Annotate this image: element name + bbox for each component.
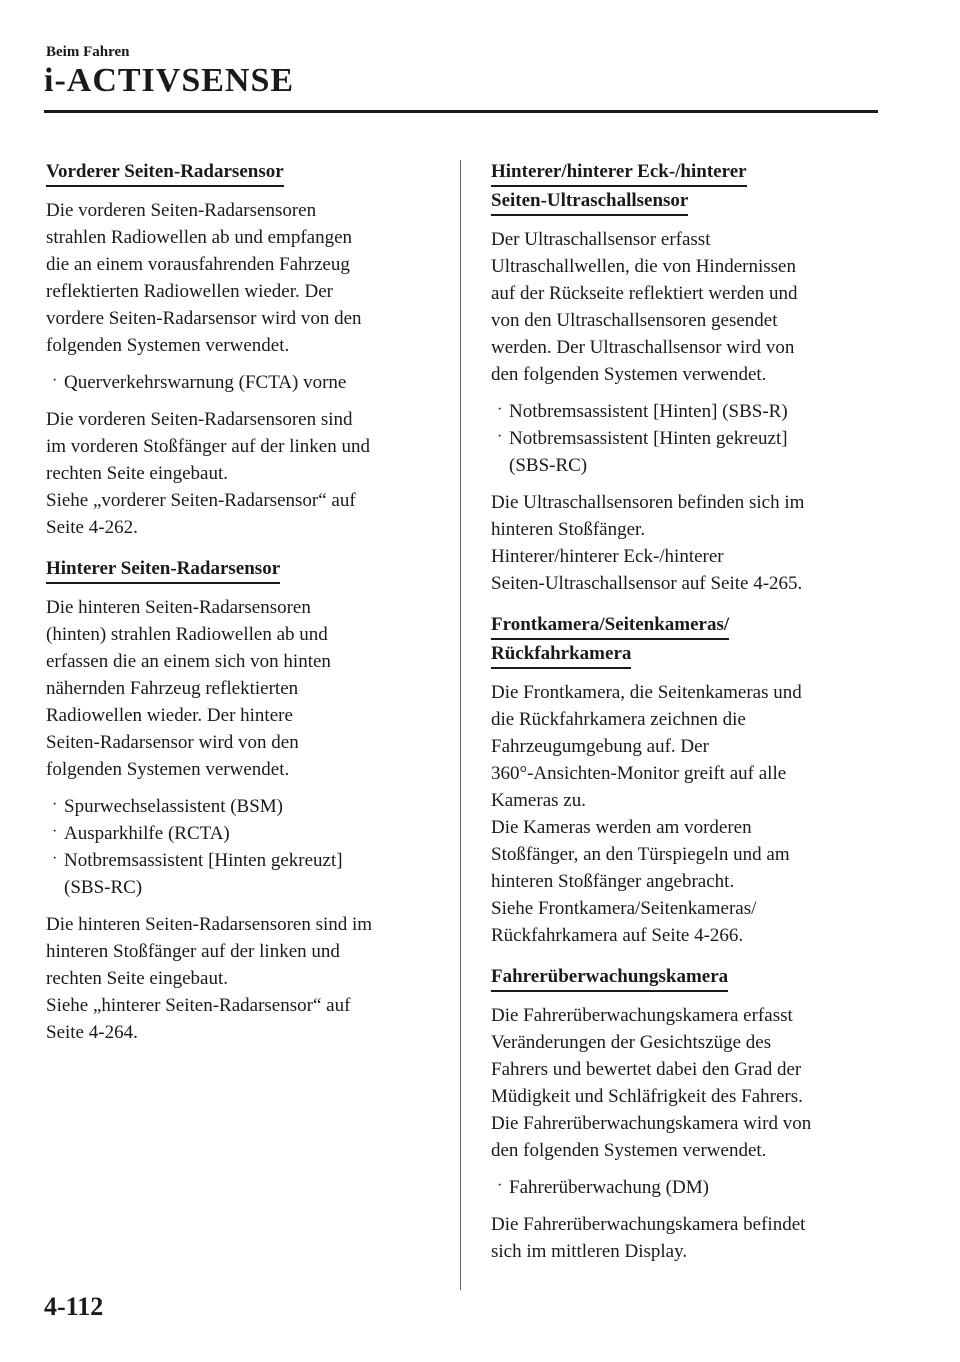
bullet-icon: · <box>52 372 58 389</box>
bullet-icon: · <box>497 1177 503 1194</box>
column-divider <box>460 160 461 1290</box>
bullet-icon: · <box>497 401 503 418</box>
chapter-title: i-ACTIVSENSE <box>44 62 295 99</box>
bullet-icon: · <box>52 850 58 867</box>
section-driver-monitoring-camera <box>491 963 891 1265</box>
paragraph: Die Ultraschallsensoren befinden sich im hinteren Stoßfänger. Hinterer/hinterer Eck-/hinterer Seiten-Ultraschallsensor auf Seite 4-265. <box>491 492 805 594</box>
paragraph: Die Fahrerüberwachungskamera befindet sich im mittleren Display. <box>491 1214 806 1262</box>
paragraph: Die hinteren Seiten-Radarsensoren sind im hinteren Stoßfänger auf der linken und rechten Seite eingebaut. Siehe „hinterer Seiten-Radarsensor“ auf Seite 4-264. <box>46 914 373 1043</box>
section-heading: Hinterer Seiten-Radarsensor <box>46 555 438 584</box>
bullet-list <box>46 793 438 901</box>
list-item: · Spurwechselassistent (BSM) <box>64 793 438 820</box>
left-column <box>46 158 438 1060</box>
bullet-icon: · <box>497 428 503 445</box>
paragraph: Der Ultraschallsensor erfasst Ultraschallwellen, die von Hindernissen auf der Rückseite reflektiert werden und von den Ultraschallsensoren gesendet werden. Der Ultraschallsensor wird von den folgenden Systemen verwendet. <box>491 229 798 385</box>
bullet-list <box>46 369 438 396</box>
section-cameras <box>491 611 891 949</box>
title-rule <box>44 110 878 113</box>
paragraph: Die vorderen Seiten-Radarsensoren sind im vorderen Stoßfänger auf der linken und rechten Seite eingebaut. Siehe „vorderer Seiten-Radarsensor“ auf Seite 4-262. <box>46 409 370 538</box>
bullet-icon: · <box>52 796 58 813</box>
list-item: · Notbremsassistent [Hinten] (SBS-R) <box>509 398 891 425</box>
list-item: · Notbremsassistent [Hinten gekreuzt] (SBS-RC) <box>64 847 438 901</box>
bullet-icon: · <box>52 823 58 840</box>
list-item: · Querverkehrswarnung (FCTA) vorne <box>64 369 438 396</box>
list-item: · Notbremsassistent [Hinten gekreuzt] (SBS-RC) <box>509 425 891 479</box>
paragraph: Die Fahrerüberwachungskamera erfasst Veränderungen der Gesichtszüge des Fahrers und bewertet dabei den Grad der Müdigkeit und Schläfrigkeit des Fahrers. Die Fahrerüberwachungskamera wird von den folgenden Systemen verwendet. <box>491 1005 812 1161</box>
section-rear-side-radar <box>46 555 438 1046</box>
section-front-side-radar <box>46 158 438 541</box>
paragraph: Die Frontkamera, die Seitenkameras und die Rückfahrkamera zeichnen die Fahrzeugumgebung auf. Der 360°-Ansichten-Monitor greift auf alle Kameras zu. Die Kameras werden am vorderen Stoßfänger, an den Türspiegeln und am hinteren Stoßfänger angebracht. Siehe Frontkamera/Seitenkameras/ Rückfahrkamera auf Seite 4-266. <box>491 682 802 946</box>
right-column <box>491 158 891 1279</box>
page-number: 4-112 <box>44 1292 104 1321</box>
list-item: · Fahrerüberwachung (DM) <box>509 1174 891 1201</box>
bullet-list <box>491 1174 891 1201</box>
list-item: · Ausparkhilfe (RCTA) <box>64 820 438 847</box>
section-heading: Vorderer Seiten-Radarsensor <box>46 158 438 187</box>
paragraph: Die hinteren Seiten-Radarsensoren (hinten) strahlen Radiowellen ab und erfassen die an einem sich von hinten nähernden Fahrzeug reflektierten Radiowellen wieder. Der hintere Seiten-Radarsensor wird von den folgenden Systemen verwendet. <box>46 597 331 780</box>
section-label: Beim Fahren <box>46 44 130 60</box>
bullet-list <box>491 398 891 479</box>
section-heading: Fahrerüberwachungskamera <box>491 963 891 992</box>
section-heading: Hinterer/hinterer Eck-/hinterer Seiten-Ultraschallsensor <box>491 158 891 216</box>
section-heading: Frontkamera/Seitenkameras/ Rückfahrkamera <box>491 611 891 669</box>
paragraph: Die vorderen Seiten-Radarsensoren strahlen Radiowellen ab und empfangen die an einem vorausfahrenden Fahrzeug reflektierten Radiowellen wieder. Der vordere Seiten-Radarsensor wird von den folgenden Systemen verwendet. <box>46 200 362 356</box>
section-ultrasonic-sensor <box>491 158 891 597</box>
